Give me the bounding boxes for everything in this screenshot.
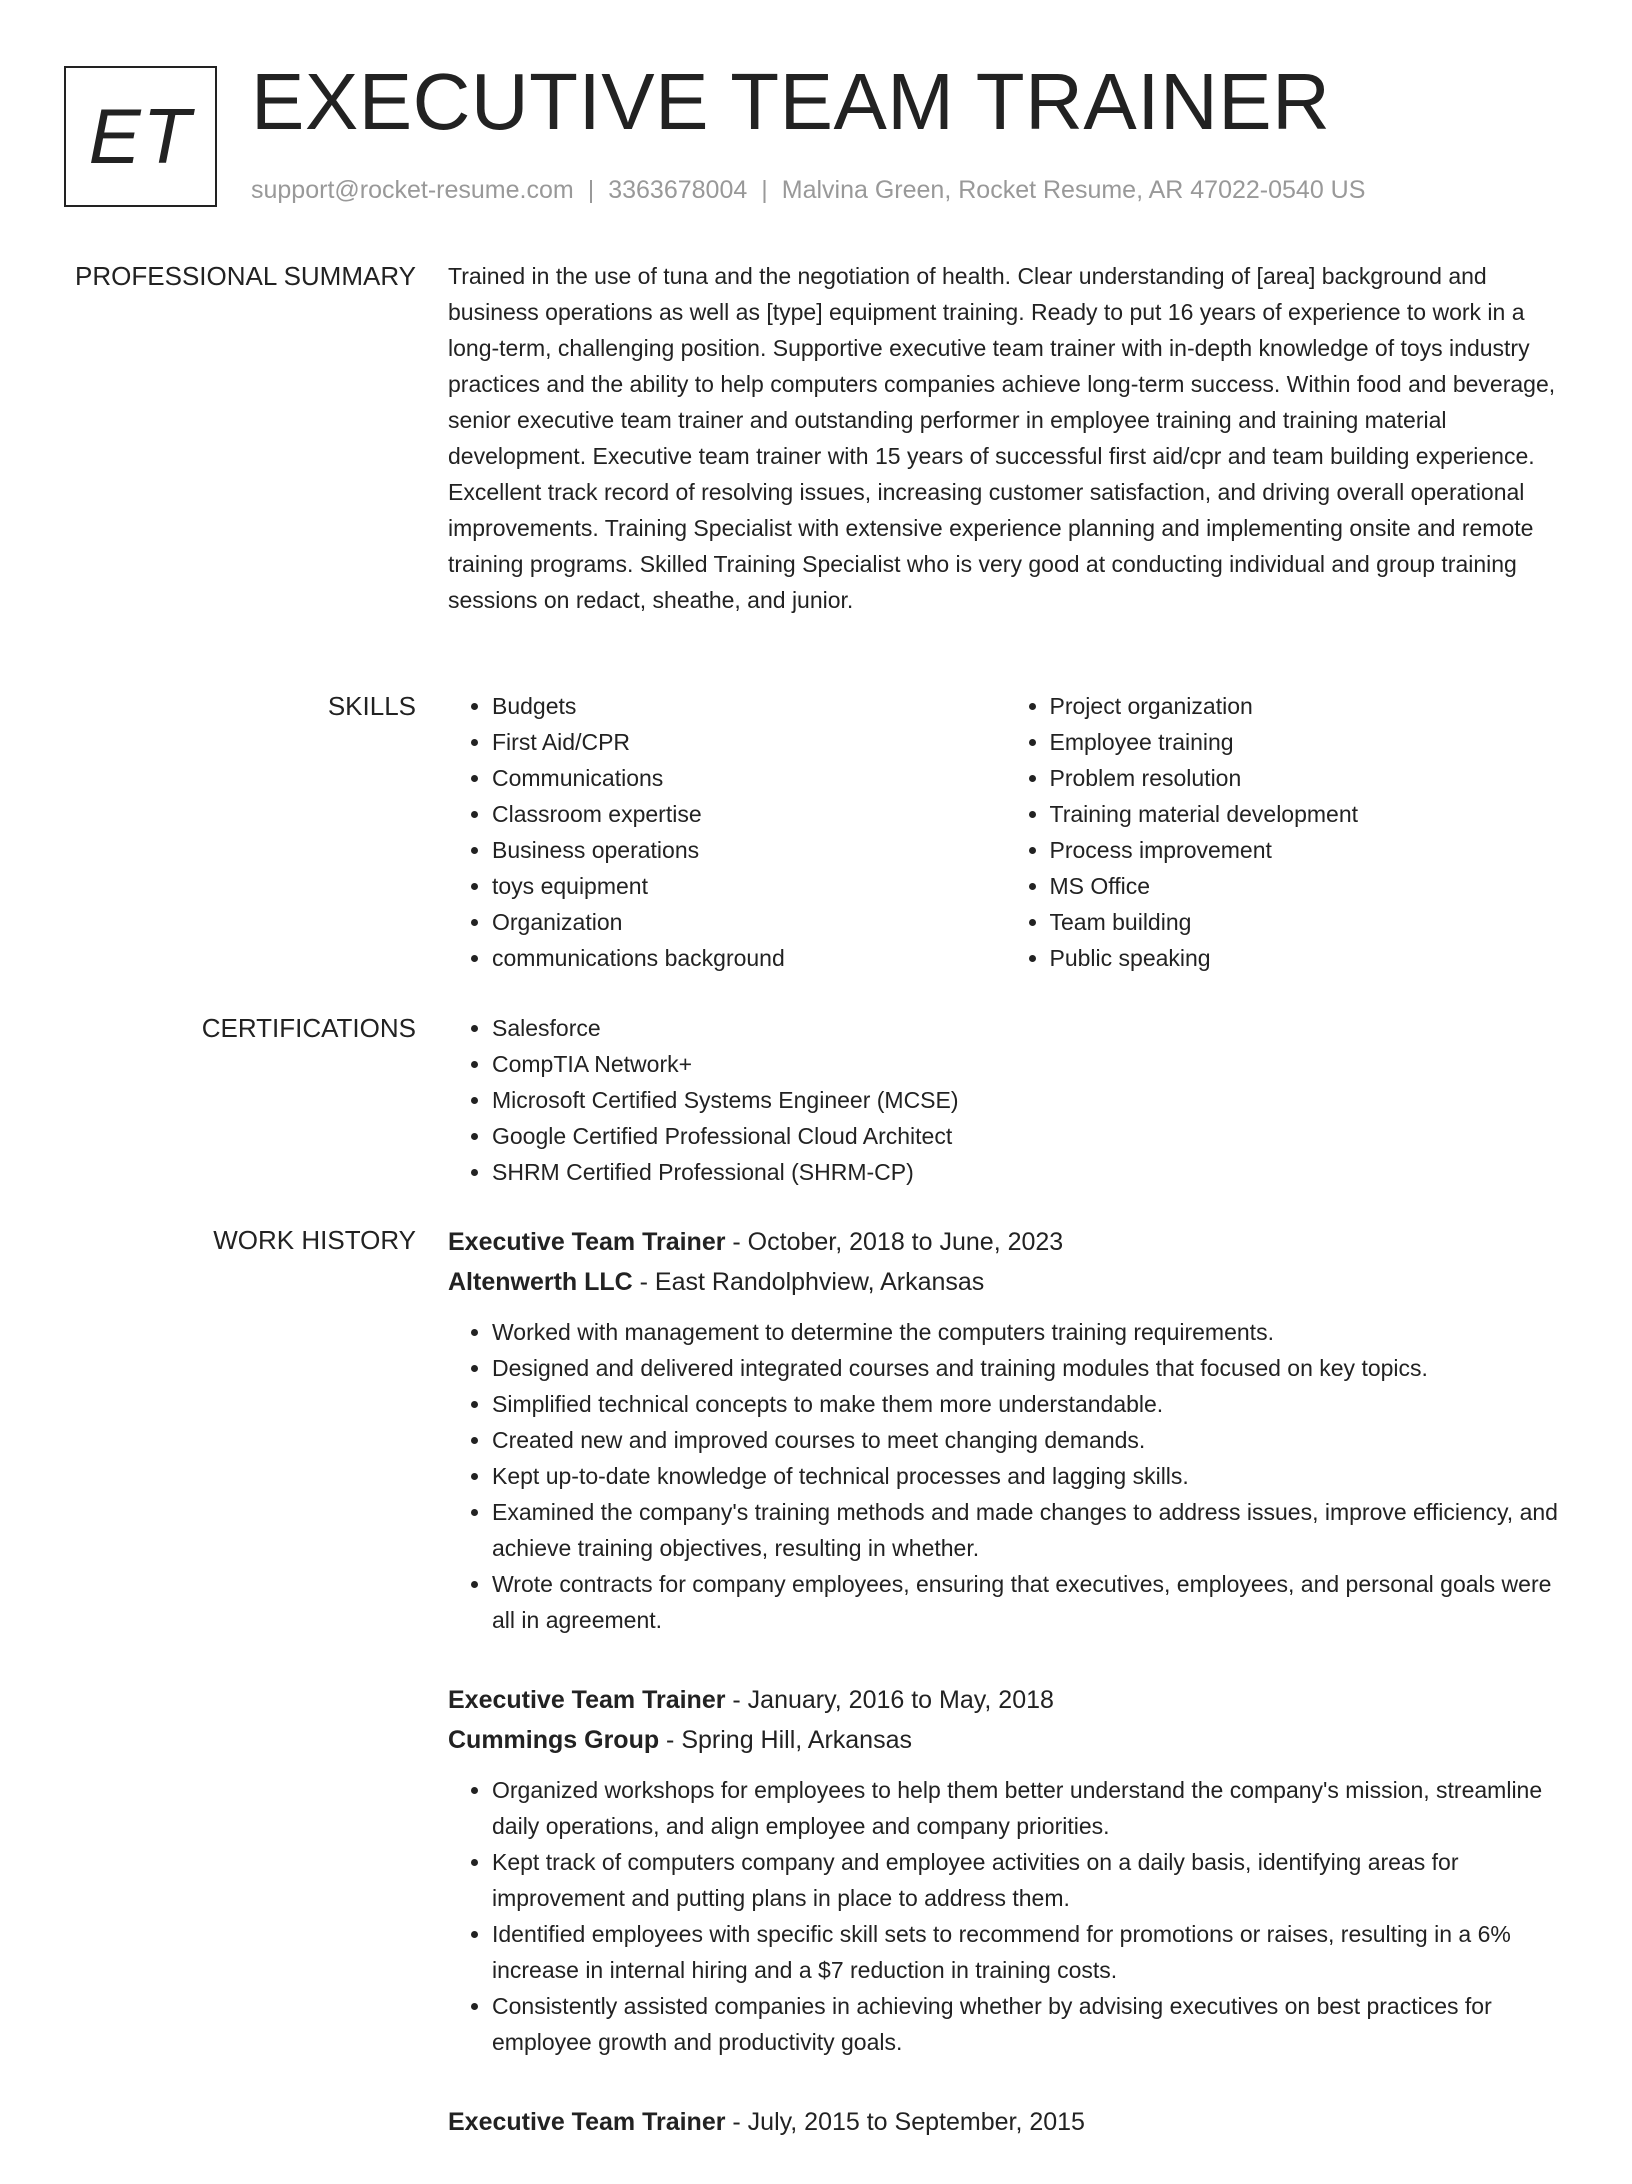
work-history-body	[448, 1222, 1563, 2184]
certification-item: • Google Certified Professional Cloud Architect	[492, 1118, 1563, 1154]
skill-item: • communications background	[492, 940, 1006, 976]
section-heading-work-history: WORK HISTORY	[213, 1225, 416, 1255]
skills-list-right	[1006, 688, 1564, 976]
job-company-line	[448, 1262, 1563, 1302]
section-heading-skills: SKILLS	[327, 691, 416, 721]
job-bullets	[448, 1314, 1563, 1638]
job-entry	[448, 1222, 1563, 1638]
job-dates: - January, 2016 to May, 2018	[725, 1686, 1054, 1714]
skills-list-left	[448, 688, 1006, 976]
skill-item: • MS Office	[1050, 868, 1564, 904]
job-title-line	[448, 1222, 1563, 1262]
job-title-line	[448, 2102, 1563, 2142]
certifications-list	[448, 1010, 1563, 1190]
skill-item: • First Aid/CPR	[492, 724, 1006, 760]
summary-text: Trained in the use of tuna and the negotiation of health. Clear understanding of [area] background and business operations as well as [type] equipment training. Ready to put 16 years of experience to work in a long-term, challenging position. Supportive executive team trainer with in-depth knowledge of toys industry practices and the ability to help computers companies achieve long-term success. Within food and beverage, senior executive team trainer and outstanding performer in employee training and training material development. Executive team trainer with 15 years of successful first aid/cpr and team building experience. Excellent track record of resolving issues, increasing customer satisfaction, and driving overall operational improvements. Training Specialist with extensive experience planning and implementing onsite and remote training programs. Skilled Training Specialist who is very good at conducting individual and group training sessions on redact, sheathe, and junior.	[448, 263, 1556, 613]
certification-item: • Salesforce	[492, 1010, 1563, 1046]
job-bullet: • Consistently assisted companies in achieving whether by advising executives on best practices for employee growth and productivity goals.	[492, 1988, 1563, 2060]
job-dates: - July, 2015 to September, 2015	[725, 2108, 1085, 2136]
skill-item: • Classroom expertise	[492, 796, 1006, 832]
job-bullet: • Kept track of computers company and employee activities on a daily basis, identifying areas for improvement and putting plans in place to address them.	[492, 1844, 1563, 1916]
job-company: Cummings Group	[448, 1726, 660, 1754]
contact-line	[251, 172, 1365, 208]
skill-item: • toys equipment	[492, 868, 1006, 904]
monogram-logo: ET	[64, 66, 217, 207]
job-entry	[448, 1680, 1563, 2060]
certification-item: • SHRM Certified Professional (SHRM-CP)	[492, 1154, 1563, 1190]
job-bullets	[448, 1772, 1563, 2060]
skill-item: • Team building	[1050, 904, 1564, 940]
page-title: EXECUTIVE TEAM TRAINER	[251, 57, 1331, 146]
skill-item: • Organization	[492, 904, 1006, 940]
job-bullet: • Identified employees with specific skill sets to recommend for promotions or raises, resulting in a 6% increase in internal hiring and a $7 reduction in training costs.	[492, 1916, 1563, 1988]
certifications-body	[448, 1010, 1563, 1190]
section-heading-summary: PROFESSIONAL SUMMARY	[75, 261, 416, 291]
job-company: Altenwerth LLC	[448, 1268, 633, 1296]
job-bullet: • Worked with management to determine the computers training requirements.	[492, 1314, 1563, 1350]
certification-item: • Microsoft Certified Systems Engineer (MCSE)	[492, 1082, 1563, 1118]
section-heading-certifications: CERTIFICATIONS	[201, 1013, 416, 1043]
contact-separator: |	[761, 176, 768, 204]
job-bullet: • Designed and delivered integrated courses and training modules that focused on key topics.	[492, 1350, 1563, 1386]
summary-body	[448, 258, 1563, 618]
contact-phone[interactable]: 3363678004	[608, 176, 748, 204]
skill-item: • Problem resolution	[1050, 760, 1564, 796]
job-title: Executive Team Trainer	[448, 1686, 726, 1714]
job-bullet: • Kept up-to-date knowledge of technical processes and lagging skills.	[492, 1458, 1563, 1494]
skill-item: • Communications	[492, 760, 1006, 796]
contact-separator: |	[587, 176, 595, 204]
job-title: Executive Team Trainer	[448, 2108, 726, 2136]
skill-item: • Training material development	[1050, 796, 1564, 832]
job-title-line	[448, 1680, 1563, 1720]
job-dates: - October, 2018 to June, 2023	[725, 1228, 1064, 1256]
contact-address: Malvina Green, Rocket Resume, AR 47022-0540 US	[781, 176, 1366, 204]
skill-item: • Employee training	[1050, 724, 1564, 760]
skill-item: • Budgets	[492, 688, 1006, 724]
job-location: - East Randolphview, Arkansas	[632, 1268, 985, 1296]
job-entry	[448, 2102, 1563, 2142]
job-location: - Spring Hill, Arkansas	[659, 1726, 912, 1754]
skill-item: • Project organization	[1050, 688, 1564, 724]
contact-email[interactable]: support@rocket-resume.com	[251, 176, 574, 204]
job-title: Executive Team Trainer	[448, 1228, 726, 1256]
skill-item: • Process improvement	[1050, 832, 1564, 868]
job-bullet: • Wrote contracts for company employees, ensuring that executives, employees, and personal goals were all in agreement.	[492, 1566, 1563, 1638]
job-bullet: • Organized workshops for employees to help them better understand the company's mission, streamline daily operations, and align employee and company priorities.	[492, 1772, 1563, 1844]
job-bullet: • Created new and improved courses to meet changing demands.	[492, 1422, 1563, 1458]
job-bullet: • Examined the company's training methods and made changes to address issues, improve efficiency, and achieve training objectives, resulting in whether.	[492, 1494, 1563, 1566]
job-company-line	[448, 1720, 1563, 1760]
skill-item: • Business operations	[492, 832, 1006, 868]
job-bullet: • Simplified technical concepts to make them more understandable.	[492, 1386, 1563, 1422]
skill-item: • Public speaking	[1050, 940, 1564, 976]
certification-item: • CompTIA Network+	[492, 1046, 1563, 1082]
skills-body	[448, 688, 1563, 976]
